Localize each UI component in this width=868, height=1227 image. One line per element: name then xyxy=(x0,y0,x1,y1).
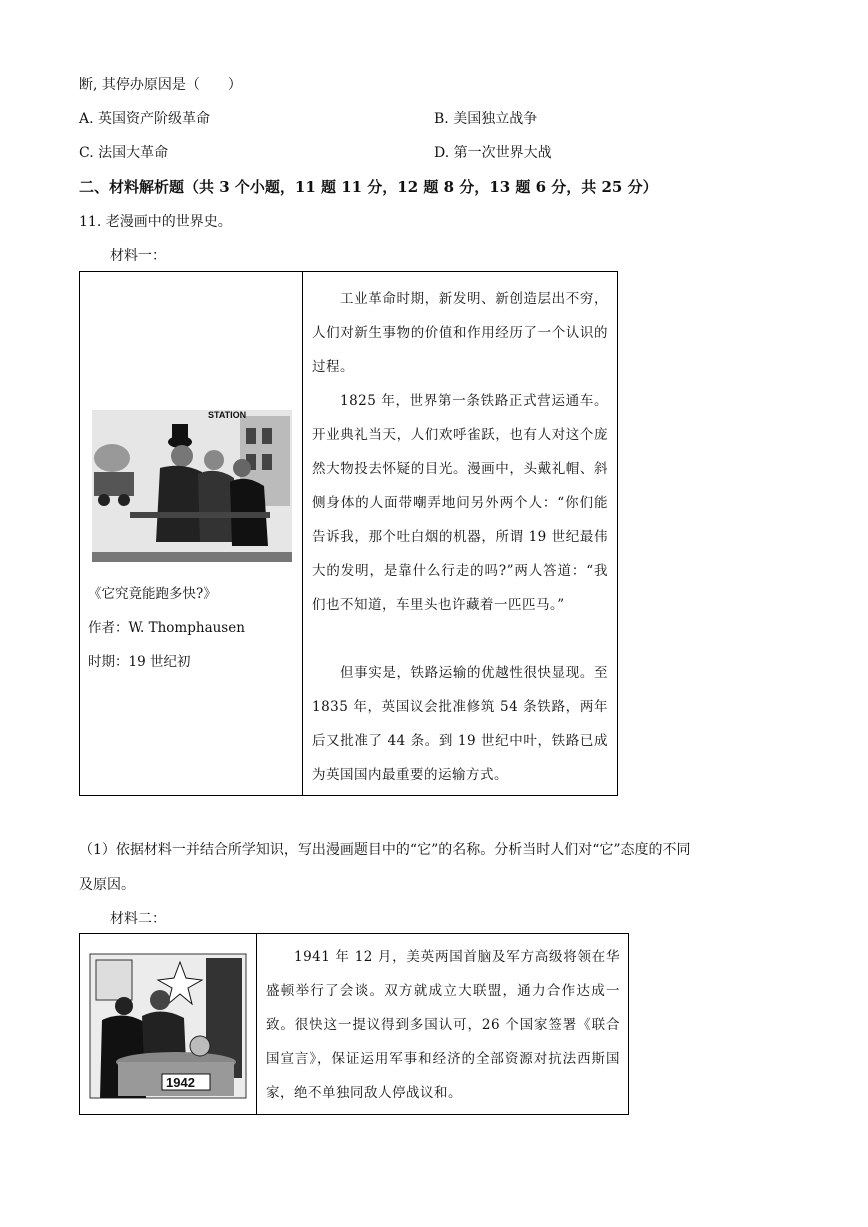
option-d[interactable]: D. 第一次世界大战 xyxy=(434,145,552,161)
question-11-title: 11. 老漫画中的世界史。 xyxy=(79,214,232,230)
material-1-paragraph-3: 但事实是，铁路运输的优越性很快显现。至 1835 年，英国议会批准修筑 54 条铁路，两年后又批准了 44 条。到 19 世纪中叶，铁路已成为英国国内最重要的运输方式。 xyxy=(312,665,608,783)
table-divider xyxy=(302,272,303,795)
cartoon-author: 作者：W. Thomphausen xyxy=(88,620,245,636)
material-1-paragraph-1: 工业革命时期，新发明、新创造层出不穷，人们对新生事物的价值和作用经历了一个认识的过程。 xyxy=(312,291,608,375)
option-c[interactable]: C. 法国大革命 xyxy=(79,145,169,161)
question-11-1: （1）依据材料一并结合所学知识，写出漫画题目中的“它”的名称。分析当时人们对“它”态度的不同 xyxy=(79,842,691,858)
alliance-cartoon-image xyxy=(88,950,248,1100)
material-1-table xyxy=(79,271,618,796)
question-stem-continuation: 断, 其停办原因是（ ） xyxy=(79,77,242,93)
option-b[interactable]: B. 美国独立战争 xyxy=(434,111,538,127)
material-2-table xyxy=(79,933,629,1115)
station-sign-text: STATION xyxy=(208,410,247,420)
section-heading: 二、材料解析题（共 3 个小题，11 题 11 分，12 题 8 分，13 题 6 分，共 25 分） xyxy=(79,178,658,196)
cartoon-title: 《它究竟能跑多快?》 xyxy=(88,586,217,602)
material-2-label: 材料二： xyxy=(110,911,166,927)
material-1-paragraph-2: 1825 年，世界第一条铁路正式营运通车。开业典礼当天，人们欢呼雀跃，也有人对这个庞然大物投去怀疑的目光。漫画中，头戴礼帽、斜侧身体的人面带嘲弄地问另外两个人：“你们能告诉我，那个吐白烟的机器，所谓 19 世纪最伟大的发明，是靠什么行走的吗?”两人答道：“我们也不知道，车里头也许藏着一匹匹马。” xyxy=(312,393,608,613)
material-2-paragraph: 1941 年 12 月，美英两国首脑及军方高级将领在华盛顿举行了会谈。双方就成立大联盟，通力合作达成一致。很快这一提议得到多国认可，26 个国家签署《联合国宣言》，保证运用军事和经济的全部资源对抗法西斯国家，绝不单独同敌人停战议和。 xyxy=(266,949,620,1101)
table-divider xyxy=(256,934,257,1114)
option-a[interactable]: A. 英国资产阶级革命 xyxy=(79,111,211,127)
cartoon-period: 时期：19 世纪初 xyxy=(88,654,191,670)
cartoon-year-label: 1942 xyxy=(166,1075,195,1090)
question-11-1-continued: 及原因。 xyxy=(79,877,135,893)
material-1-label: 材料一： xyxy=(110,248,166,264)
railway-cartoon-image xyxy=(90,402,296,566)
